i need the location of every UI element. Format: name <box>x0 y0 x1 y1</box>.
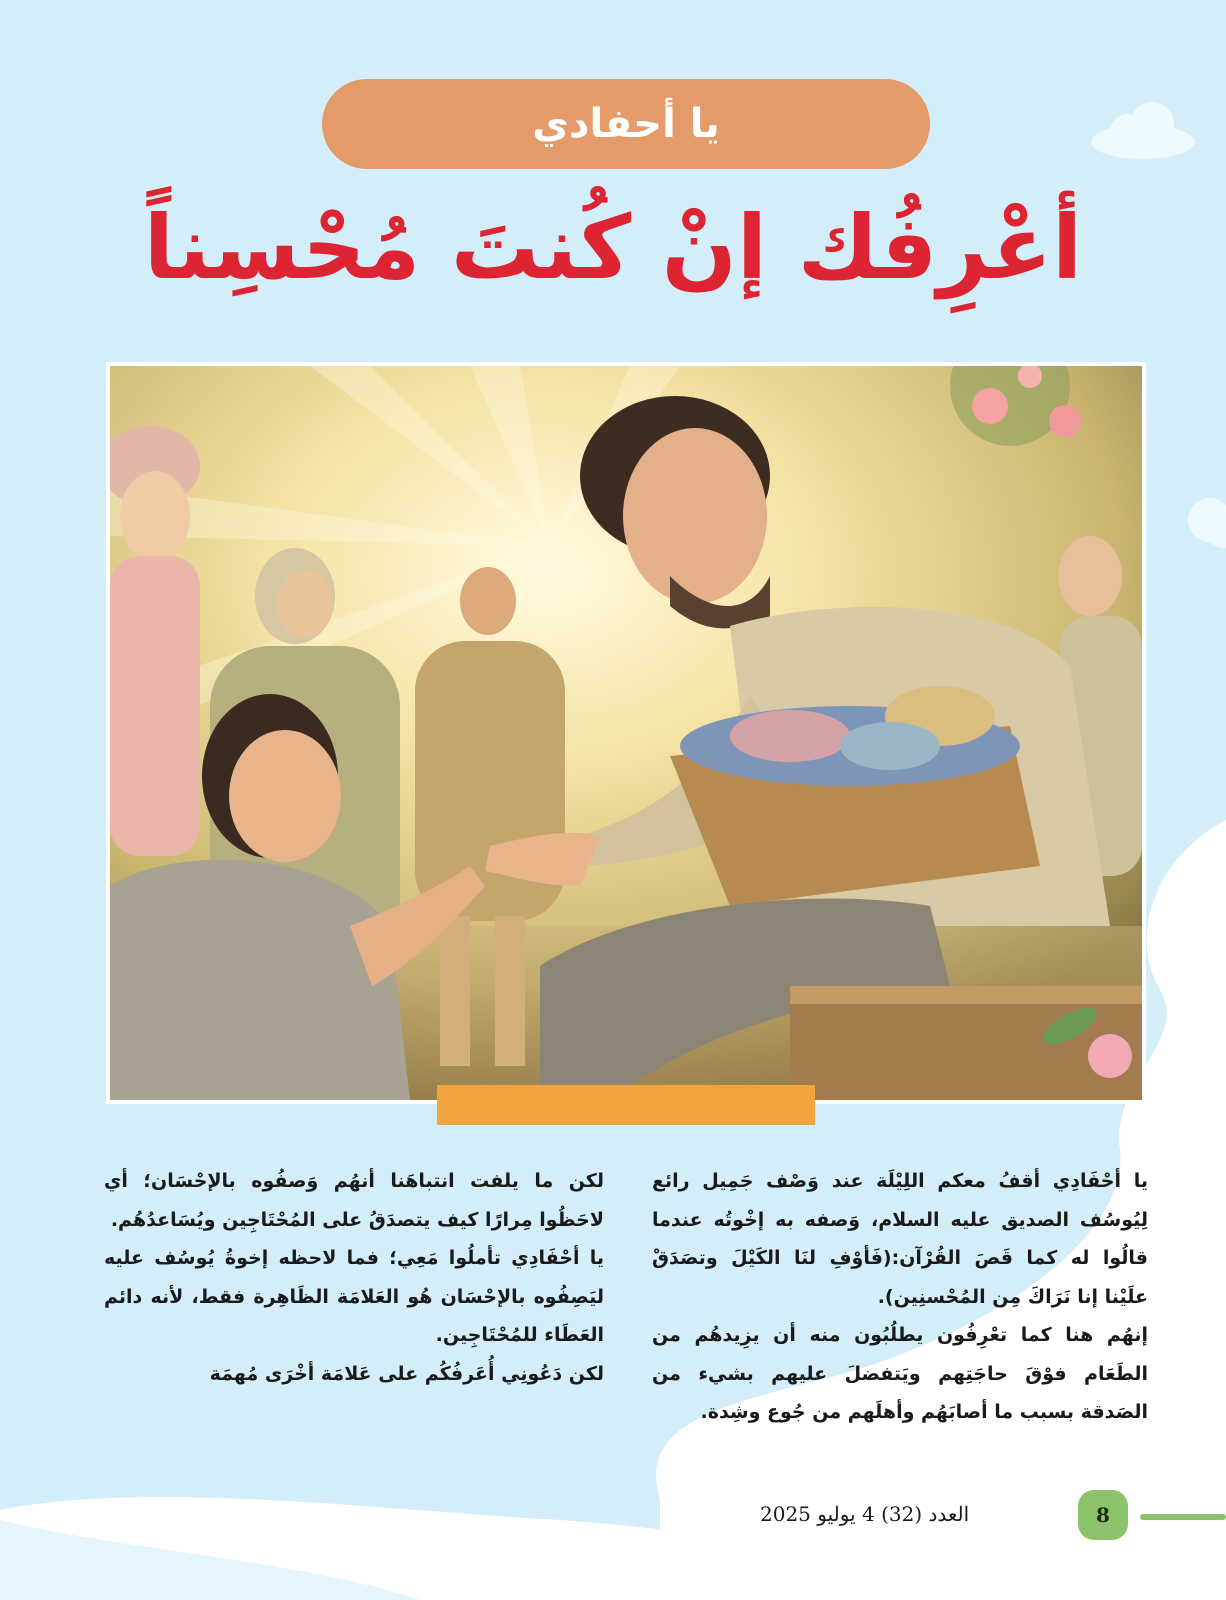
article-paragraph: إنهُم هنا كما تعْرِفُون يطلُبُون منه أن يزِيدهُم من الطَعَام فوْقَ حاجَتِهم ويَتفضلَ عليهم بشيء من الصَدقة بسبب ما أصابَهُم وأهلَهم من جُوع وشِدة. <box>652 1324 1148 1423</box>
page-number-badge <box>1078 1490 1128 1540</box>
issue-info: العدد (32) 4 يوليو 2025 <box>760 1502 970 1526</box>
article-paragraph: يا أحْفَادِي أقفُ معكم اللِيْلَة عند وَصْف جَمِيل رائع لِيُوسُف الصديق عليه السلام، وَصفه به إخْوتُه عندما قالُوا له كما قَصَ القُرْآن:(فَأوْفِ لنَا الكَيْلَ وتصَدَقْ علَيْنا إنا نَرَاكَ مِن المُحْسنِين). <box>652 1170 1148 1308</box>
cloud-decoration <box>1088 98 1198 160</box>
page-number: 8 <box>1096 1503 1110 1527</box>
article-column-left <box>104 1162 604 1462</box>
accent-bar <box>437 1085 815 1125</box>
kindness-scene-image <box>106 362 1146 1104</box>
article-column-right <box>652 1162 1148 1462</box>
page-title: أعْرِفُك إنْ كُنتَ مُحْسِناً <box>143 196 1083 299</box>
cloud-decoration <box>1166 490 1226 550</box>
footer-line <box>1140 1514 1226 1520</box>
section-label: يا أحفادي <box>532 101 720 147</box>
article-paragraph: لكن ما يلفت انتباهَنا أنهُم وَصفُوه بالإحْسَان؛ أي لاحَظُوا مِرارًا كيف يتصدَقُ على المُحْتَاجِين ويُسَاعدُهُم. <box>104 1170 604 1231</box>
article-paragraph: يا أحْفَادِي تأملُوا مَعِي؛ فما لاحظه إخوةُ يُوسُف عليه ليَصِفُوه بالإحْسَان هُو العَلامَة الظَاهِرة فقط، لأنه دائم العَطَاء للمُحْتَاجِين. <box>104 1247 604 1346</box>
section-label-pill <box>322 79 930 169</box>
article-paragraph: لكن دَعُونِي أُعَرفُكُم على عَلامَة أخْرَى مُهمَة <box>209 1362 604 1385</box>
